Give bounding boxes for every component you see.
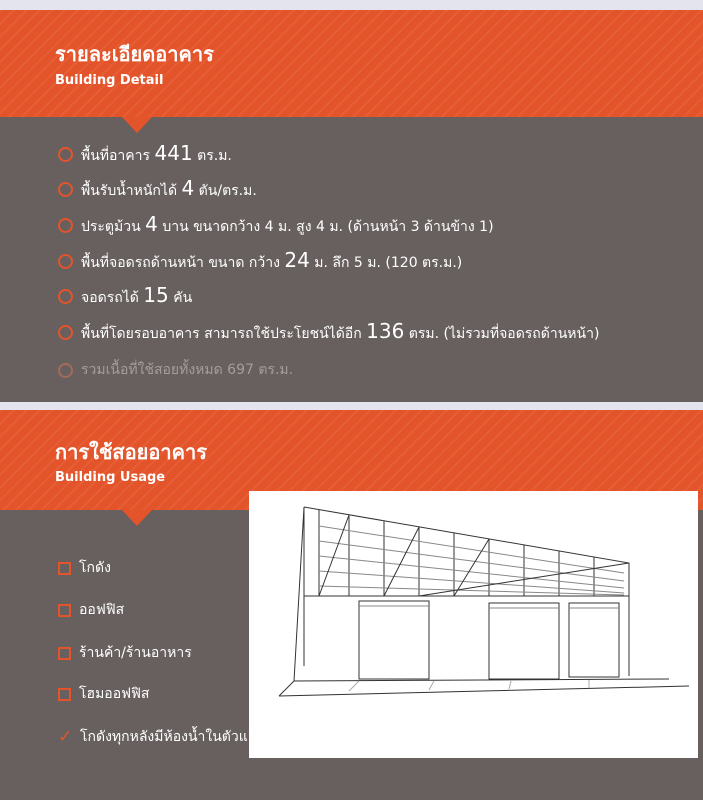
usage-item: โฮมออฟฟิส	[58, 681, 149, 707]
warehouse-drawing	[249, 491, 698, 758]
banner-pointer	[122, 510, 152, 526]
detail-item: พื้นที่จอดรถด้านหน้า ขนาด กว้าง 24 ม. ลึก 5 ม. (120 ตร.ม.)	[58, 248, 462, 274]
circle-bullet-icon	[58, 218, 73, 233]
circle-bullet-icon	[58, 147, 73, 162]
circle-bullet-icon	[58, 182, 73, 197]
checkbox-icon	[58, 562, 71, 575]
building-sketch-image	[249, 491, 698, 758]
usage-item: ออฟฟิส	[58, 597, 124, 623]
usage-note: ✓ โกดังทุกหลังมีห้องน้ำในตัวและซิ้งค์ล้างมือภายใน	[58, 727, 373, 747]
usage-item: โกดัง	[58, 555, 111, 581]
building-detail-card	[0, 10, 703, 402]
detail-item-total: รวมเนื้อที่ใช้สอยทั้งหมด 697 ตร.ม.	[58, 357, 293, 383]
checkbox-icon	[58, 647, 71, 660]
building-usage-title-th: การใช้สอยอาคาร	[55, 440, 207, 464]
building-detail-title-th: รายละเอียดอาคาร	[55, 42, 214, 66]
building-usage-title-en: Building Usage	[55, 470, 166, 485]
building-detail-title-en: Building Detail	[55, 73, 164, 88]
checkbox-icon	[58, 604, 71, 617]
circle-bullet-icon	[58, 254, 73, 269]
building-usage-card	[0, 410, 703, 800]
detail-item: พื้นที่อาคาร 441 ตร.ม.	[58, 141, 232, 167]
detail-item: พื้นที่โดยรอบอาคาร สามารถใช้ประโยชน์ได้อีก 136 ตรม. (ไม่รวมที่จอดรถด้านหน้า)	[58, 319, 599, 345]
circle-bullet-icon	[58, 325, 73, 340]
detail-item: ประตูม้วน 4 บาน ขนาดกว้าง 4 ม. สูง 4 ม. (ด้านหน้า 3 ด้านข้าง 1)	[58, 212, 494, 238]
circle-bullet-icon	[58, 363, 73, 378]
detail-item: พื้นรับน้ำหนักได้ 4 ตัน/ตร.ม.	[58, 176, 257, 202]
detail-item: จอดรถได้ 15 คัน	[58, 283, 192, 309]
circle-bullet-icon	[58, 289, 73, 304]
usage-item: ร้านค้า/ร้านอาหาร	[58, 640, 192, 666]
banner-pointer	[122, 117, 152, 133]
checkbox-icon	[58, 688, 71, 701]
checkmark-icon: ✓	[58, 727, 73, 747]
